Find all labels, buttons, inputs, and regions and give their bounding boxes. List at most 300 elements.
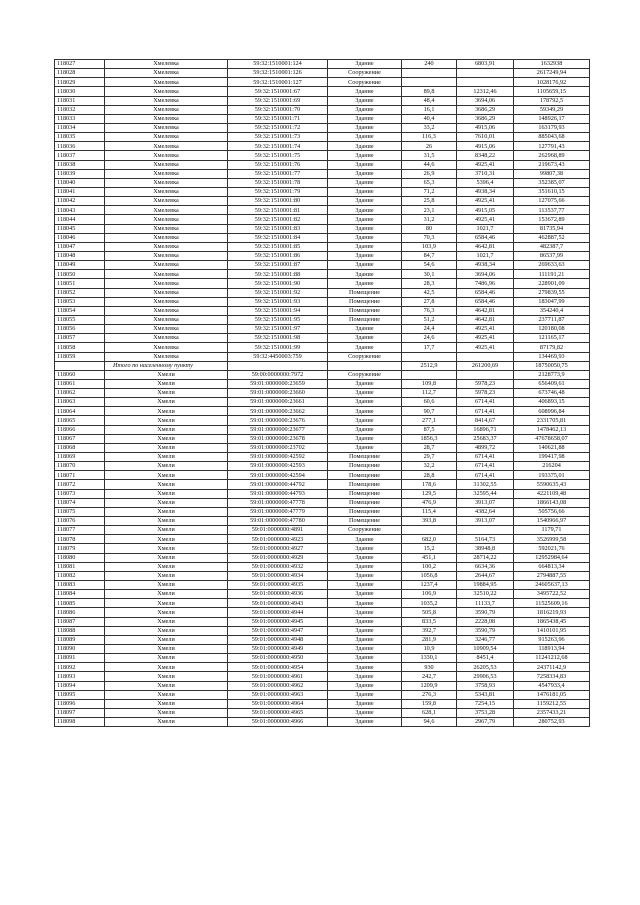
- object-type-cell: Здание: [328, 206, 402, 215]
- cadastral-number-cell: 59:32:1510001:85: [228, 242, 328, 251]
- cadastral-number-cell: 59:01:0000000:4950: [228, 654, 328, 663]
- area-value-cell: 71,2: [402, 187, 457, 196]
- cadastral-value-cell: 2128773,9: [514, 370, 590, 379]
- settlement-name-cell: Хмели: [105, 443, 228, 452]
- row-number-cell: 118062: [55, 389, 105, 398]
- settlement-name-cell: Хмели: [105, 590, 228, 599]
- object-type-cell: Здание: [328, 654, 402, 663]
- cadastral-value-cell: 351610,15: [514, 187, 590, 196]
- cadastral-number-cell: 59:32:1510001:127: [228, 78, 328, 87]
- settlement-name-cell: Хмелевка: [105, 215, 228, 224]
- cadastral-value-cell: 118913,94: [514, 645, 590, 654]
- cadastral-value-cell: 656409,61: [514, 379, 590, 388]
- unit-value-cell: 1021,7: [457, 224, 514, 233]
- cadastral-number-cell: 59:32:1510001:80: [228, 197, 328, 206]
- object-type-cell: Здание: [328, 96, 402, 105]
- area-value-cell: 42,5: [402, 288, 457, 297]
- row-number-cell: 118040: [55, 178, 105, 187]
- area-value-cell: 103,9: [402, 242, 457, 251]
- object-type-cell: Здание: [328, 142, 402, 151]
- table-row: [55, 178, 590, 187]
- row-number-cell: 118065: [55, 416, 105, 425]
- table-row: [55, 571, 590, 580]
- table-row: [55, 626, 590, 635]
- area-value-cell: 89,8: [402, 87, 457, 96]
- cadastral-number-cell: 59:01:0000000:4949: [228, 645, 328, 654]
- row-number-cell: 118088: [55, 626, 105, 635]
- object-type-cell: Помещение: [328, 517, 402, 526]
- cadastral-value-cell: 1632938: [514, 60, 590, 69]
- object-type-cell: Здание: [328, 699, 402, 708]
- unit-value-cell: 3686,29: [457, 114, 514, 123]
- object-type-cell: Здание: [328, 215, 402, 224]
- object-type-cell: Здание: [328, 242, 402, 251]
- area-value-cell: 451,1: [402, 553, 457, 562]
- cadastral-value-cell: 1866143,08: [514, 498, 590, 507]
- row-number-cell: 118061: [55, 379, 105, 388]
- cadastral-number-cell: 59:01:0000000:4966: [228, 718, 328, 727]
- area-value-cell: 833,5: [402, 617, 457, 626]
- unit-value-cell: 4899,72: [457, 443, 514, 452]
- table-row: [55, 279, 590, 288]
- unit-value-cell: 261200,69: [457, 361, 514, 370]
- settlement-name-cell: Хмели: [105, 398, 228, 407]
- unit-value-cell: 4925,41: [457, 334, 514, 343]
- unit-value-cell: 4642,81: [457, 242, 514, 251]
- cadastral-number-cell: 59:01:0000000:4945: [228, 617, 328, 626]
- cadastral-number-cell: 59:32:1510001:67: [228, 87, 328, 96]
- object-type-cell: Сооружение: [328, 526, 402, 535]
- cadastral-value-cell: 11241212,68: [514, 654, 590, 663]
- cadastral-value-cell: 134469,93: [514, 352, 590, 361]
- area-value-cell: 51,2: [402, 315, 457, 324]
- table-row: [55, 270, 590, 279]
- object-type-cell: Здание: [328, 425, 402, 434]
- table-row: [55, 197, 590, 206]
- table-row: [55, 160, 590, 169]
- cadastral-number-cell: 59:01:0000000:44793: [228, 489, 328, 498]
- cadastral-value-cell: 915263,96: [514, 635, 590, 644]
- row-number-cell: 118089: [55, 635, 105, 644]
- settlement-name-cell: Хмели: [105, 389, 228, 398]
- row-number-cell: 118077: [55, 526, 105, 535]
- unit-value-cell: 5978,23: [457, 379, 514, 388]
- cadastral-value-cell: 87179,82: [514, 343, 590, 352]
- unit-value-cell: 6584,46: [457, 288, 514, 297]
- settlement-name-cell: Хмели: [105, 562, 228, 571]
- unit-value-cell: 3913,07: [457, 517, 514, 526]
- unit-value-cell: 2644,67: [457, 571, 514, 580]
- unit-value-cell: 5164,73: [457, 535, 514, 544]
- cadastral-value-cell: 5590635,43: [514, 480, 590, 489]
- settlement-name-cell: Хмелевка: [105, 315, 228, 324]
- cadastral-value-cell: 3526999,58: [514, 535, 590, 544]
- object-type-cell: Здание: [328, 635, 402, 644]
- unit-value-cell: 4642,81: [457, 315, 514, 324]
- area-value-cell: 30,1: [402, 270, 457, 279]
- row-number-cell: 118096: [55, 699, 105, 708]
- area-value-cell: 87,5: [402, 425, 457, 434]
- unit-value-cell: 2228,08: [457, 617, 514, 626]
- row-number-cell: 118046: [55, 233, 105, 242]
- table-row: [55, 78, 590, 87]
- row-number-cell: 118090: [55, 645, 105, 654]
- cadastral-number-cell: 59:01:0000000:44792: [228, 480, 328, 489]
- row-number-cell: 118053: [55, 297, 105, 306]
- cadastral-number-cell: 59:01:0000000:4954: [228, 663, 328, 672]
- cadastral-number-cell: 59:32:1510001:79: [228, 187, 328, 196]
- unit-value-cell: 26205,53: [457, 663, 514, 672]
- row-number-cell: 118083: [55, 581, 105, 590]
- table-row: [55, 590, 590, 599]
- table-row: [55, 434, 590, 443]
- table-row: [55, 617, 590, 626]
- object-type-cell: Здание: [328, 398, 402, 407]
- row-number-cell: 118086: [55, 608, 105, 617]
- cadastral-value-cell: 406893,15: [514, 398, 590, 407]
- table-row: [55, 242, 590, 251]
- row-number-cell: 118079: [55, 544, 105, 553]
- area-value-cell: [402, 352, 457, 361]
- cadastral-number-cell: 59:32:1510001:88: [228, 270, 328, 279]
- cadastral-value-cell: 3495722,52: [514, 590, 590, 599]
- cadastral-number-cell: 59:01:0000000:4964: [228, 699, 328, 708]
- settlement-name-cell: Хмели: [105, 535, 228, 544]
- cadastral-value-cell: 262968,89: [514, 151, 590, 160]
- cadastral-number-cell: 59:01:0000000:4962: [228, 681, 328, 690]
- cadastral-number-cell: 59:01:0000000:4963: [228, 690, 328, 699]
- object-type-cell: Здание: [328, 571, 402, 580]
- unit-value-cell: 28714,22: [457, 553, 514, 562]
- table-row: [55, 233, 590, 242]
- unit-value-cell: 4925,41: [457, 197, 514, 206]
- settlement-name-cell: Хмелевка: [105, 78, 228, 87]
- unit-value-cell: 3710,31: [457, 169, 514, 178]
- area-value-cell: 112,7: [402, 389, 457, 398]
- area-value-cell: 1209,9: [402, 681, 457, 690]
- settlement-name-cell: Хмелевка: [105, 288, 228, 297]
- settlement-name-cell: Хмели: [105, 526, 228, 535]
- cadastral-number-cell: 59:32:1510001:74: [228, 142, 328, 151]
- settlement-name-cell: Хмелевка: [105, 251, 228, 260]
- unit-value-cell: 3758,93: [457, 681, 514, 690]
- cadastral-number-cell: 59:01:0000000:4947: [228, 626, 328, 635]
- cadastral-number-cell: 59:32:1510001:81: [228, 206, 328, 215]
- cadastral-number-cell: 59:32:1510001:94: [228, 306, 328, 315]
- unit-value-cell: [457, 526, 514, 535]
- area-value-cell: 76,3: [402, 306, 457, 315]
- area-value-cell: 15,2: [402, 544, 457, 553]
- cadastral-number-cell: 59:32:1510001:95: [228, 315, 328, 324]
- unit-value-cell: 4642,81: [457, 306, 514, 315]
- cadastral-value-cell: 352385,07: [514, 178, 590, 187]
- cadastral-value-sheet: [54, 59, 589, 727]
- area-value-cell: 392,7: [402, 626, 457, 635]
- cadastral-value-cell: 1159212,55: [514, 699, 590, 708]
- area-value-cell: 129,5: [402, 489, 457, 498]
- unit-value-cell: 4915,06: [457, 123, 514, 132]
- cadastral-number-cell: 59:32:1510001:70: [228, 105, 328, 114]
- cadastral-number-cell: 59:32:1510001:71: [228, 114, 328, 123]
- cadastral-value-cell: 1179,71: [514, 526, 590, 535]
- cadastral-number-cell: 59:01:0000000:4936: [228, 590, 328, 599]
- area-value-cell: 54,6: [402, 261, 457, 270]
- row-number-cell: 118055: [55, 315, 105, 324]
- object-type-cell: Здание: [328, 187, 402, 196]
- settlement-name-cell: Хмели: [105, 471, 228, 480]
- table-row: [55, 581, 590, 590]
- row-number-cell: 118066: [55, 425, 105, 434]
- object-type-cell: Здание: [328, 718, 402, 727]
- area-value-cell: 115,4: [402, 507, 457, 516]
- object-type-cell: Здание: [328, 663, 402, 672]
- cadastral-value-cell: 24371142,9: [514, 663, 590, 672]
- cadastral-number-cell: 59:01:0000000:4891: [228, 526, 328, 535]
- object-type-cell: Помещение: [328, 288, 402, 297]
- object-type-cell: Здание: [328, 279, 402, 288]
- object-type-cell: Здание: [328, 599, 402, 608]
- table-row: [55, 398, 590, 407]
- row-number-cell: 118039: [55, 169, 105, 178]
- table-row: [55, 334, 590, 343]
- settlement-name-cell: Хмели: [105, 480, 228, 489]
- unit-value-cell: 6714,41: [457, 471, 514, 480]
- cadastral-number-cell: 59:32:1510001:76: [228, 160, 328, 169]
- unit-value-cell: 8348,22: [457, 151, 514, 160]
- table-row: [55, 325, 590, 334]
- subtotal-row: [55, 361, 590, 370]
- settlement-name-cell: Хмелевка: [105, 169, 228, 178]
- area-value-cell: [402, 69, 457, 78]
- object-type-cell: Сооружение: [328, 352, 402, 361]
- cadastral-value-cell: 121165,17: [514, 334, 590, 343]
- cadastral-value-cell: 127791,43: [514, 142, 590, 151]
- unit-value-cell: 5396,4: [457, 178, 514, 187]
- settlement-name-cell: Хмели: [105, 599, 228, 608]
- table-row: [55, 69, 590, 78]
- settlement-name-cell: Хмелевка: [105, 306, 228, 315]
- object-type-cell: Здание: [328, 151, 402, 160]
- cadastral-number-cell: 59:32:1510001:124: [228, 60, 328, 69]
- cadastral-value-cell: 120180,08: [514, 325, 590, 334]
- table-row: [55, 425, 590, 434]
- settlement-name-cell: Хмелевка: [105, 352, 228, 361]
- settlement-name-cell: Хмели: [105, 672, 228, 681]
- row-number-cell: 118038: [55, 160, 105, 169]
- unit-value-cell: [457, 352, 514, 361]
- area-value-cell: 65,3: [402, 178, 457, 187]
- settlement-name-cell: Хмели: [105, 699, 228, 708]
- settlement-name-cell: Хмели: [105, 370, 228, 379]
- area-value-cell: 26: [402, 142, 457, 151]
- cadastral-number-cell: 59:01:0000000:23662: [228, 407, 328, 416]
- row-number-cell: 118033: [55, 114, 105, 123]
- settlement-name-cell: Хмели: [105, 416, 228, 425]
- area-value-cell: 32,2: [402, 462, 457, 471]
- area-value-cell: 29,7: [402, 453, 457, 462]
- area-value-cell: 1856,3: [402, 434, 457, 443]
- table-row: [55, 142, 590, 151]
- unit-value-cell: 32595,44: [457, 489, 514, 498]
- cadastral-value-cell: 140621,88: [514, 443, 590, 452]
- area-value-cell: 40,4: [402, 114, 457, 123]
- cadastral-number-cell: 59:32:1510001:69: [228, 96, 328, 105]
- cadastral-number-cell: 59:01:0000000:23661: [228, 398, 328, 407]
- cadastral-value-cell: 99807,38: [514, 169, 590, 178]
- object-type-cell: Помещение: [328, 306, 402, 315]
- row-number-cell: 118035: [55, 133, 105, 142]
- settlement-name-cell: Хмелевка: [105, 343, 228, 352]
- table-body: [55, 60, 590, 727]
- table-row: [55, 672, 590, 681]
- area-value-cell: 70,3: [402, 233, 457, 242]
- table-row: [55, 133, 590, 142]
- row-number-cell: 118095: [55, 690, 105, 699]
- unit-value-cell: 6714,41: [457, 407, 514, 416]
- settlement-name-cell: Хмели: [105, 517, 228, 526]
- table-row: [55, 708, 590, 717]
- area-value-cell: 31,5: [402, 151, 457, 160]
- unit-value-cell: 38948,8: [457, 544, 514, 553]
- row-number-cell: 118069: [55, 453, 105, 462]
- table-row: [55, 507, 590, 516]
- cadastral-value-cell: 673746,48: [514, 389, 590, 398]
- cadastral-value-cell: 59349,29: [514, 105, 590, 114]
- row-number-cell: 118075: [55, 507, 105, 516]
- cadastral-value-cell: 237711,87: [514, 315, 590, 324]
- area-value-cell: 106,9: [402, 590, 457, 599]
- cadastral-value-cell: 148926,17: [514, 114, 590, 123]
- cadastral-value-cell: 111191,21: [514, 270, 590, 279]
- cadastral-value-cell: 462887,52: [514, 233, 590, 242]
- cadastral-number-cell: 59:01:0000000:23702: [228, 443, 328, 452]
- cadastral-number-cell: 59:00:0000000:7972: [228, 370, 328, 379]
- table-row: [55, 718, 590, 727]
- row-number-cell: 118037: [55, 151, 105, 160]
- unit-value-cell: 3246,77: [457, 635, 514, 644]
- cadastral-number-cell: 59:32:1510001:98: [228, 334, 328, 343]
- cadastral-number-cell: 59:01:0000000:4948: [228, 635, 328, 644]
- unit-value-cell: 32510,22: [457, 590, 514, 599]
- table-row: [55, 544, 590, 553]
- row-number-cell: 118031: [55, 96, 105, 105]
- cadastral-value-cell: 2331705,81: [514, 416, 590, 425]
- cadastral-number-cell: 59:01:0000000:42593: [228, 462, 328, 471]
- row-number-cell: 118051: [55, 279, 105, 288]
- object-type-cell: Помещение: [328, 498, 402, 507]
- table-row: [55, 553, 590, 562]
- area-value-cell: 44,6: [402, 160, 457, 169]
- object-type-cell: Помещение: [328, 507, 402, 516]
- object-type-cell: Здание: [328, 325, 402, 334]
- row-number-cell: 118068: [55, 443, 105, 452]
- row-number-cell: 118032: [55, 105, 105, 114]
- object-type-cell: Здание: [328, 133, 402, 142]
- object-type-cell: Здание: [328, 690, 402, 699]
- object-type-cell: Здание: [328, 562, 402, 571]
- cadastral-value-cell: 163179,93: [514, 123, 590, 132]
- object-type-cell: Здание: [328, 270, 402, 279]
- area-value-cell: [402, 78, 457, 87]
- area-value-cell: 281,9: [402, 635, 457, 644]
- object-type-cell: Помещение: [328, 315, 402, 324]
- cadastral-value-cell: 219673,43: [514, 160, 590, 169]
- area-value-cell: 27,8: [402, 297, 457, 306]
- object-type-cell: Здание: [328, 178, 402, 187]
- cadastral-number-cell: [228, 361, 328, 370]
- object-type-cell: Здание: [328, 608, 402, 617]
- table-row: [55, 681, 590, 690]
- cadastral-number-cell: 59:01:0000000:4943: [228, 599, 328, 608]
- row-number-cell: 118073: [55, 489, 105, 498]
- settlement-name-cell: Хмели: [105, 407, 228, 416]
- settlement-name-cell: Хмели: [105, 608, 228, 617]
- cadastral-number-cell: 59:01:0000000:42594: [228, 471, 328, 480]
- settlement-name-cell: Хмели: [105, 718, 228, 727]
- object-type-cell: Здание: [328, 708, 402, 717]
- area-value-cell: 84,7: [402, 251, 457, 260]
- object-type-cell: Здание: [328, 261, 402, 270]
- row-number-cell: 118030: [55, 87, 105, 96]
- table-row: [55, 407, 590, 416]
- area-value-cell: 109,8: [402, 379, 457, 388]
- unit-value-cell: 19884,95: [457, 581, 514, 590]
- table-row: [55, 645, 590, 654]
- unit-value-cell: 5978,23: [457, 389, 514, 398]
- row-number-cell: 118094: [55, 681, 105, 690]
- settlement-name-cell: Хмелевка: [105, 242, 228, 251]
- row-number-cell: 118081: [55, 562, 105, 571]
- table-row: [55, 306, 590, 315]
- unit-value-cell: 4915,06: [457, 142, 514, 151]
- cadastral-value-cell: 2794887,55: [514, 571, 590, 580]
- row-number-cell: 118098: [55, 718, 105, 727]
- settlement-name-cell: Хмели: [105, 645, 228, 654]
- cadastral-number-cell: 59:32:1510001:99: [228, 343, 328, 352]
- object-type-cell: Здание: [328, 251, 402, 260]
- unit-value-cell: [457, 69, 514, 78]
- cadastral-value-cell: 1816219,93: [514, 608, 590, 617]
- area-value-cell: 505,8: [402, 608, 457, 617]
- table-row: [55, 498, 590, 507]
- object-type-cell: Здание: [328, 379, 402, 388]
- area-value-cell: 2512,9: [402, 361, 457, 370]
- unit-value-cell: 25683,37: [457, 434, 514, 443]
- area-value-cell: 60,6: [402, 398, 457, 407]
- settlement-name-cell: Хмелевка: [105, 123, 228, 132]
- row-number-cell: 118063: [55, 398, 105, 407]
- settlement-name-cell: Хмели: [105, 425, 228, 434]
- unit-value-cell: 12312,46: [457, 87, 514, 96]
- unit-value-cell: 7254,15: [457, 699, 514, 708]
- object-type-cell: Здание: [328, 645, 402, 654]
- table-row: [55, 526, 590, 535]
- row-number-cell: 118097: [55, 708, 105, 717]
- settlement-name-cell: Хмелевка: [105, 69, 228, 78]
- table-row: [55, 96, 590, 105]
- table-row: [55, 343, 590, 352]
- cadastral-value-cell: 592021,76: [514, 544, 590, 553]
- area-value-cell: 1330,1: [402, 654, 457, 663]
- cadastral-value-cell: 47678658,07: [514, 434, 590, 443]
- table-row: [55, 315, 590, 324]
- cadastral-number-cell: 59:32:1510001:86: [228, 251, 328, 260]
- table-row: [55, 123, 590, 132]
- cadastral-number-cell: 59:01:0000000:23676: [228, 416, 328, 425]
- table-row: [55, 416, 590, 425]
- row-number-cell: 118042: [55, 197, 105, 206]
- cadastral-number-cell: 59:32:1510001:73: [228, 133, 328, 142]
